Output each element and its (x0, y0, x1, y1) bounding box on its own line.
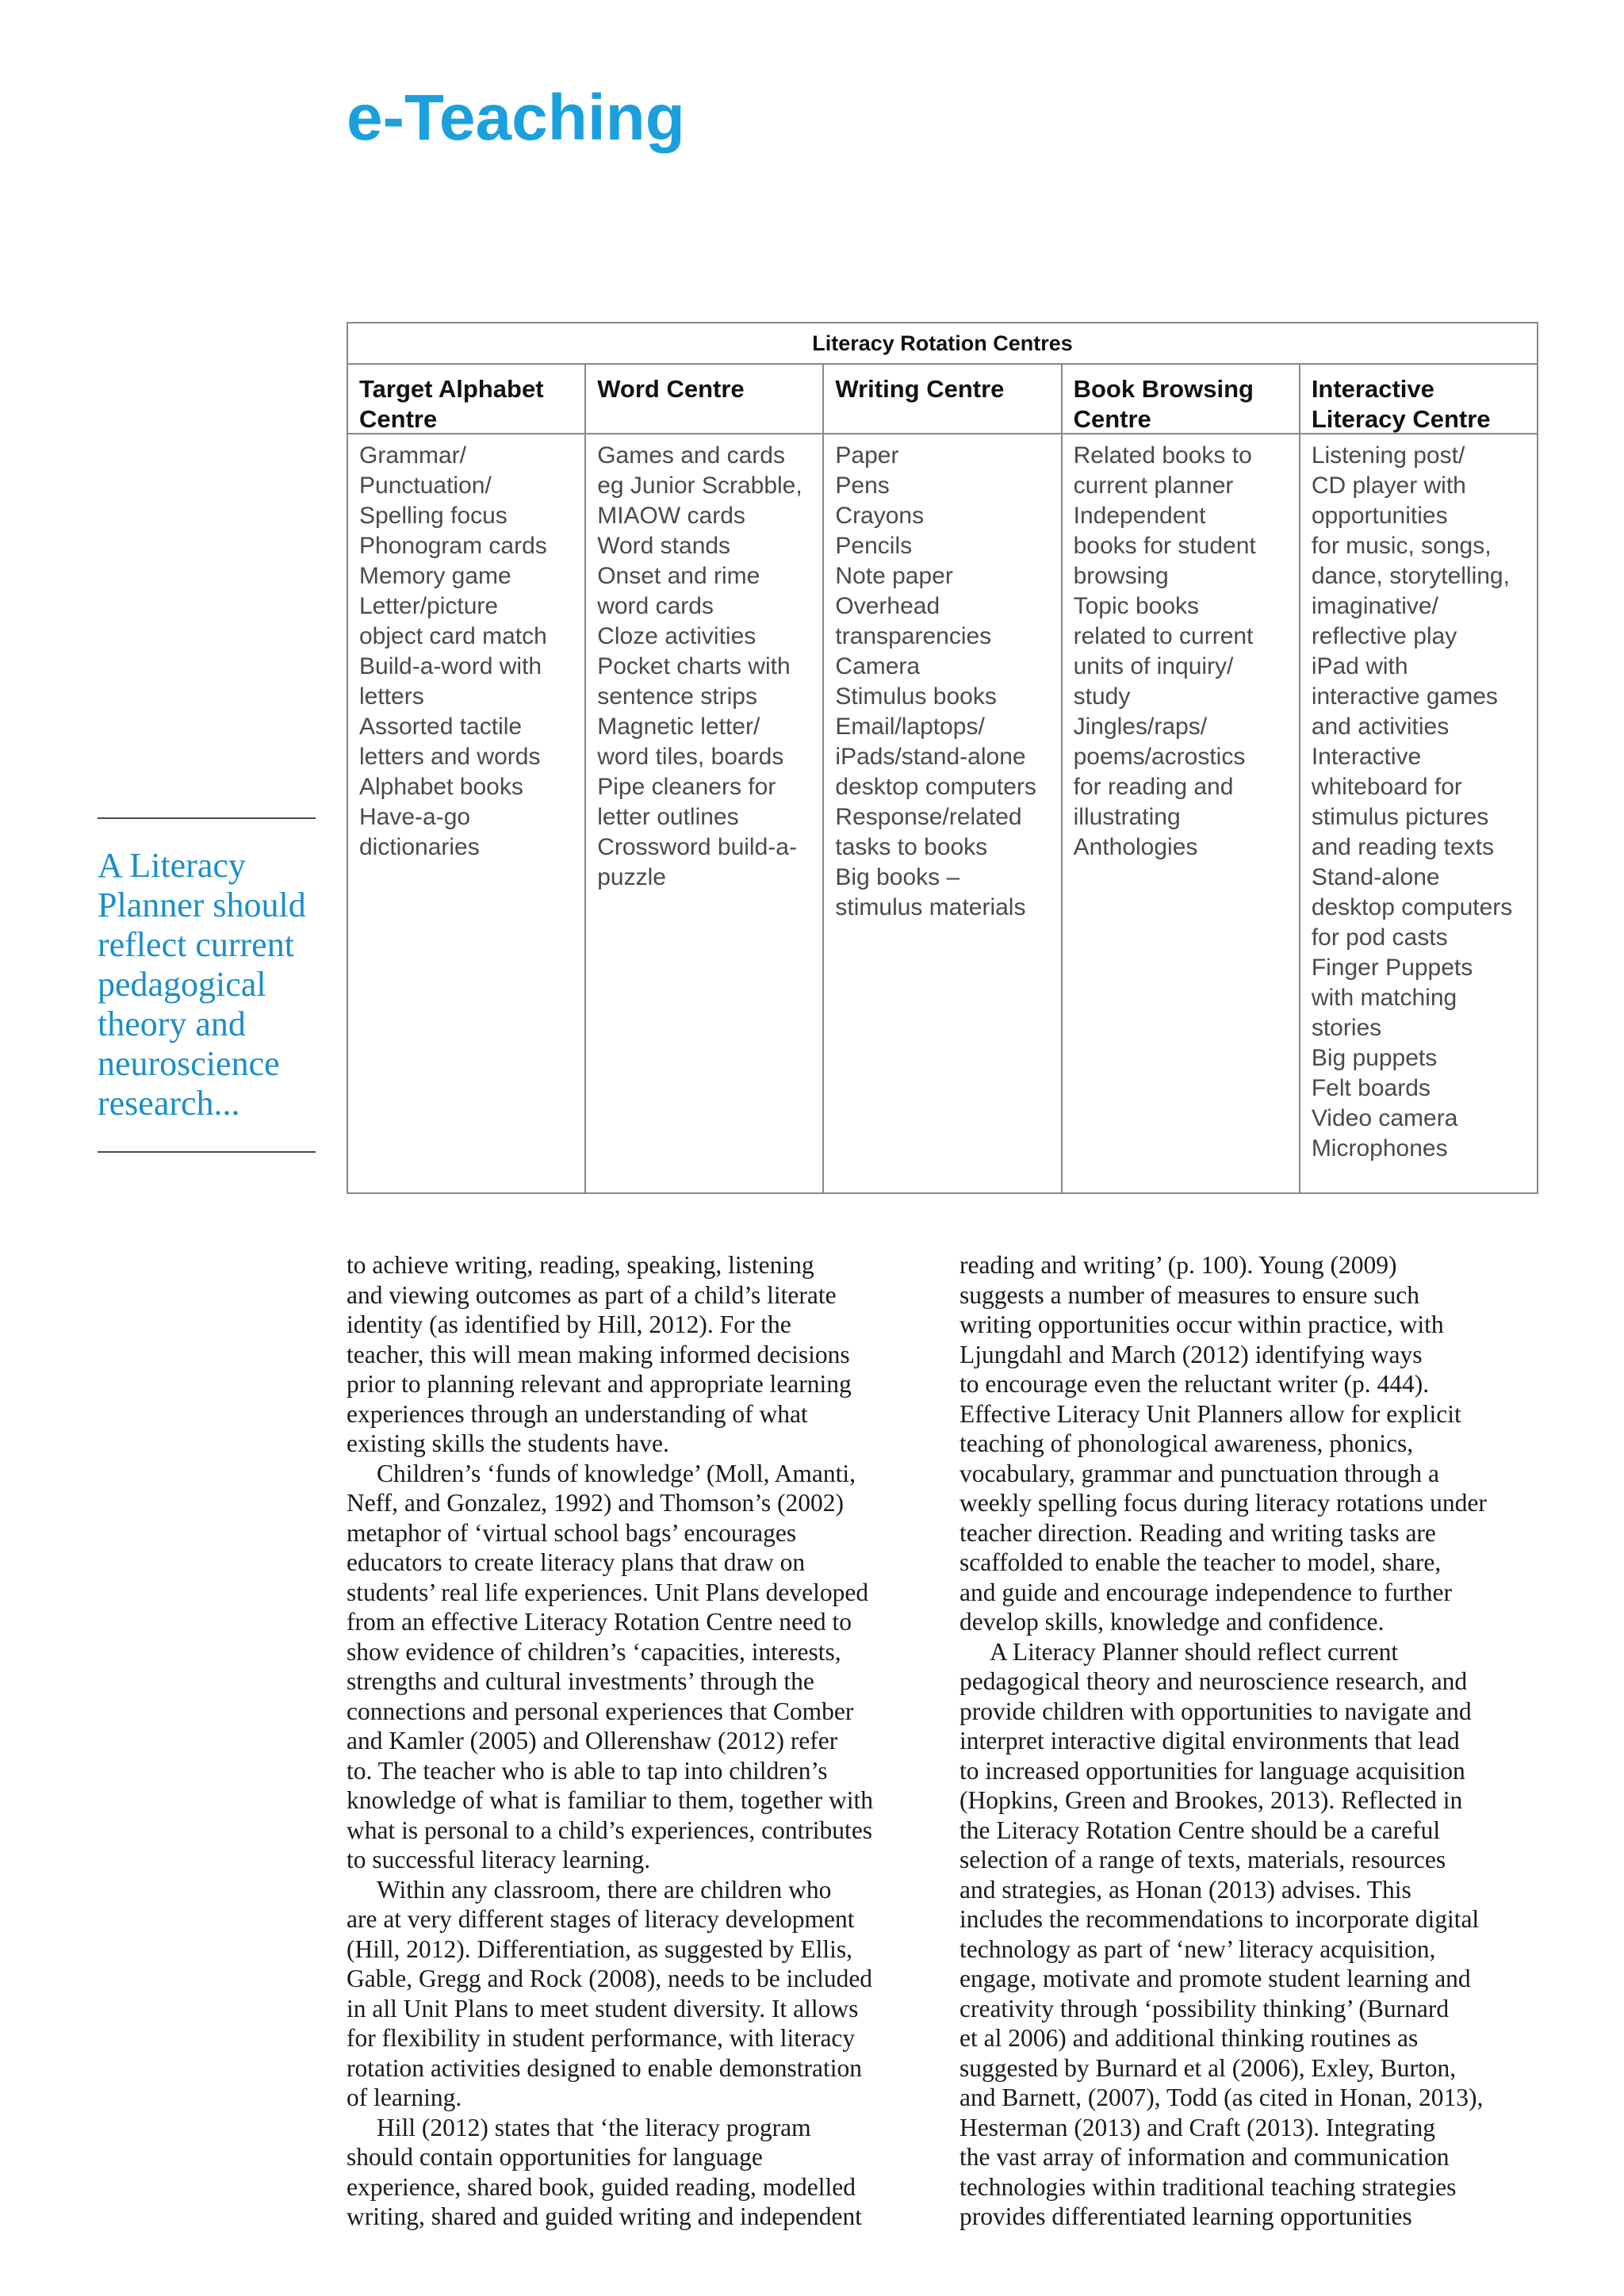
table-cell-line: Microphones (1311, 1135, 1448, 1161)
pull-quote-line: neuroscience (98, 1044, 280, 1083)
pull-quote-line: theory and (98, 1004, 246, 1043)
pull-quote-line: A Literacy (98, 846, 246, 885)
table-cell-line: Word stands (597, 533, 731, 559)
body-text-line: students’ real life experiences. Unit Plans developed (347, 1578, 869, 1606)
table-cell-line: Interactive (1311, 744, 1422, 770)
table-cell-line: tasks to books (835, 834, 988, 860)
body-text-line: educators to create literacy plans that draw on (347, 1548, 806, 1576)
column-items (1300, 434, 1537, 1164)
body-text-line: technologies within traditional teaching strategies (959, 2172, 1457, 2201)
column-header-line: Interactive (1311, 375, 1434, 403)
body-text-line: teaching of phonological awareness, phonics, (959, 1429, 1414, 1457)
body-text-line: develop skills, knowledge and confidence. (959, 1608, 1385, 1636)
body-text-line: Neff, and Gonzalez, 1992) and Thomson’s (2002) (347, 1489, 844, 1517)
table-cell-line: eg Junior Scrabble, (597, 473, 802, 499)
table-cell-line: CD player with (1311, 473, 1466, 499)
table-cell-line: Crossword build-a- (597, 834, 797, 860)
table-cell-line: current planner (1073, 473, 1234, 499)
table-cell-line: Spelling focus (359, 503, 508, 529)
table-cell-line: Phonogram cards (359, 533, 547, 559)
table-cell-line: object card match (359, 623, 547, 649)
body-text-line: (Hopkins, Green and Brookes, 2013). Reflected in (959, 1786, 1463, 1814)
body-text-line: Effective Literacy Unit Planners allow for explicit (959, 1399, 1461, 1428)
table-cell-line: books for student (1073, 533, 1256, 559)
table-cell-line: stimulus materials (835, 894, 1026, 920)
literacy-rotation-table (347, 322, 1538, 1194)
table-cell-line: Letter/picture (359, 593, 499, 619)
body-text-line: identity (as identified by Hill, 2012). For the (347, 1311, 791, 1338)
body-text-line: suggested by Burnard et al (2006), Exley, Burton, (959, 2053, 1457, 2082)
column-items (1063, 434, 1299, 863)
body-text-line: and Kamler (2005) and Ollerenshaw (2012) refer (347, 1727, 838, 1755)
column-header-line: Centre (1073, 405, 1151, 433)
body-column-right (959, 1250, 1546, 2232)
column-header (1300, 365, 1537, 434)
body-text-line: in all Unit Plans to meet student diversity. It allows (347, 1994, 859, 2022)
table-cell-line: Topic books (1073, 593, 1200, 619)
body-text-line: technology as part of ‘new’ literacy acquisition, (959, 1934, 1436, 1963)
body-text-line: of learning. (347, 2084, 462, 2111)
column-header (348, 365, 584, 434)
table-cell-line: puzzle (597, 864, 666, 890)
body-text-line: to increased opportunities for language acquisition (959, 1756, 1465, 1785)
body-text-line: writing, shared and guided writing and independent (347, 2202, 862, 2230)
table-cell-line: transparencies (835, 623, 992, 649)
body-text-line: Hesterman (2013) and Craft (2013). Integrating (959, 2113, 1436, 2141)
table-caption: Literacy Rotation Centres (348, 323, 1537, 365)
pull-quote-bottom-rule (98, 1151, 316, 1153)
table-cell-line: Big books – (835, 864, 960, 890)
body-text-line: pedagogical theory and neuroscience research, and (959, 1667, 1468, 1695)
table-cell-line: Games and cards (597, 442, 785, 469)
column-header (586, 365, 822, 434)
table-cell-line: whiteboard for (1311, 774, 1462, 800)
pull-quote-line: reflect current (98, 925, 294, 964)
table-cell-line: Camera (835, 653, 921, 679)
column-header (824, 365, 1060, 434)
table-cell-line: reflective play (1311, 623, 1457, 649)
table-cell-line: Alphabet books (359, 774, 523, 800)
body-text-line: writing opportunities occur within practice, with (959, 1311, 1444, 1338)
body-text-line: selection of a range of texts, materials, resources (959, 1846, 1446, 1873)
table-cell-line: Paper (835, 442, 899, 469)
column-header-line: Literacy Centre (1311, 405, 1491, 433)
column-header-line: Centre (359, 405, 438, 433)
table-column (1063, 365, 1300, 1194)
body-text-line: Children’s ‘funds of knowledge’ (Moll, Amanti, (377, 1459, 856, 1487)
table-cell-line: illustrating (1073, 804, 1181, 830)
body-text-line: to achieve writing, reading, speaking, listening (347, 1251, 814, 1279)
table-cell-line: for music, songs, (1311, 533, 1492, 559)
body-text-line: et al 2006) and additional thinking routines as (959, 2024, 1419, 2052)
body-text-line: interpret interactive digital environments that lead (959, 1727, 1460, 1755)
body-text-line: to encourage even the reluctant writer (p. 444). (959, 1370, 1430, 1398)
table-cell-line: Jingles/raps/ (1073, 714, 1208, 740)
table-cell-line: and activities (1311, 714, 1450, 740)
body-text-line: existing skills the students have. (347, 1429, 669, 1457)
table-column (1300, 365, 1537, 1194)
table-cell-line: Video camera (1311, 1105, 1458, 1131)
body-text-line: should contain opportunities for language (347, 2143, 763, 2171)
table-cell-line: Onset and rime (597, 563, 760, 589)
body-text-line: includes the recommendations to incorporate digital (959, 1905, 1480, 1933)
body-text-line: teacher direction. Reading and writing tasks are (959, 1518, 1436, 1547)
table-cell-line: Cloze activities (597, 623, 756, 649)
table-cell-line: Memory game (359, 563, 511, 589)
body-text-line: (Hill, 2012). Differentiation, as suggested by Ellis, (347, 1934, 853, 1963)
table-cell-line: poems/acrostics (1073, 744, 1246, 770)
body-text-line: strengths and cultural investments’ through the (347, 1667, 814, 1695)
pull-quote-line: research... (98, 1084, 240, 1123)
table-cell-line: Listening post/ (1311, 442, 1465, 469)
body-text-line: knowledge of what is familiar to them, together with (347, 1786, 873, 1814)
table-cell-line: Crayons (835, 503, 925, 529)
body-text-line: Ljungdahl and March (2012) identifying ways (959, 1340, 1423, 1368)
body-text-line: show evidence of children’s ‘capacities, interests, (347, 1637, 841, 1666)
body-text-line: to. The teacher who is able to tap into children’s (347, 1756, 828, 1785)
table-cell-line: units of inquiry/ (1073, 653, 1234, 679)
table-cell-line: Have-a-go (359, 804, 471, 830)
table-cell-line: Response/related (835, 804, 1022, 830)
body-text-line: connections and personal experiences that Comber (347, 1697, 854, 1725)
table-cell-line: letters and words (359, 744, 541, 770)
table-cell-line: study (1073, 683, 1131, 710)
table-cell-line: desktop computers (1311, 894, 1513, 920)
table-cell-line: Stand-alone (1311, 864, 1440, 890)
column-header-line: Word Centre (597, 375, 745, 403)
table-cell-line: word cards (597, 593, 714, 619)
body-text-line: Hill (2012) states that ‘the literacy program (377, 2113, 811, 2141)
table-cell-line: Pens (835, 473, 890, 499)
table-cell-line: Email/laptops/ (835, 714, 985, 740)
pull-quote (98, 846, 335, 1123)
table-cell-line: Big puppets (1311, 1045, 1438, 1071)
table-columns (348, 365, 1537, 1194)
table-cell-line: Stimulus books (835, 683, 997, 710)
pull-quote-top-rule (98, 817, 316, 819)
table-cell-line: with matching (1311, 985, 1457, 1011)
table-cell-line: related to current (1073, 623, 1254, 649)
body-text-line: to successful literacy learning. (347, 1846, 651, 1873)
body-text-line: suggests a number of measures to ensure such (959, 1280, 1419, 1309)
table-cell-line: Build-a-word with (359, 653, 542, 679)
table-cell-line: Magnetic letter/ (597, 714, 760, 740)
table-column (824, 365, 1062, 1194)
body-text-line: scaffolded to enable the teacher to model, share, (959, 1548, 1442, 1576)
body-text-line: Gable, Gregg and Rock (2008), needs to be included (347, 1965, 873, 1992)
pull-quote-line: Planner should (98, 886, 306, 924)
table-cell-line: Assorted tactile (359, 714, 523, 740)
table-cell-line: stories (1311, 1015, 1382, 1041)
body-text-line: from an effective Literacy Rotation Centre need to (347, 1608, 852, 1636)
body-text-line: weekly spelling focus during literacy rotations under (959, 1489, 1487, 1517)
page-title: e-Teaching (347, 82, 685, 154)
body-text-line: and viewing outcomes as part of a child’s literate (347, 1280, 837, 1309)
body-text-line: the vast array of information and communication (959, 2143, 1450, 2171)
table-cell-line: desktop computers (835, 774, 1036, 800)
table-cell-line: Grammar/ (359, 442, 466, 469)
body-text-line: Within any classroom, there are children who (377, 1875, 832, 1904)
table-cell-line: Related books to (1073, 442, 1252, 469)
table-cell-line: Punctuation/ (359, 473, 492, 499)
body-text-line: provide children with opportunities to navigate and (959, 1697, 1472, 1725)
table-cell-line: letter outlines (597, 804, 739, 830)
body-text-line: rotation activities designed to enable demonstration (347, 2053, 862, 2082)
column-items (348, 434, 584, 863)
body-text-line: prior to planning relevant and appropriate learning (347, 1370, 852, 1398)
body-text-line: and Barnett, (2007), Todd (as cited in Honan, 2013), (959, 2084, 1484, 2111)
body-text-line: teacher, this will mean making informed decisions (347, 1340, 850, 1368)
table-cell-line: Pencils (835, 533, 913, 559)
body-text-line: for flexibility in student performance, with literacy (347, 2024, 856, 2052)
column-header-line: Book Browsing (1073, 375, 1254, 403)
body-text-line: experience, shared book, guided reading, modelled (347, 2172, 856, 2201)
body-text-line: engage, motivate and promote student learning and (959, 1965, 1471, 1992)
body-text-line: metaphor of ‘virtual school bags’ encourages (347, 1518, 797, 1547)
table-cell-line: browsing (1073, 563, 1169, 589)
table-cell-line: Note paper (835, 563, 953, 589)
table-cell-line: Pocket charts with (597, 653, 791, 679)
column-header-line: Target Alphabet (359, 375, 544, 403)
body-text-line: and strategies, as Honan (2013) advises. This (959, 1875, 1411, 1904)
table-cell-line: stimulus pictures (1311, 804, 1489, 830)
table-cell-line: MIAOW cards (597, 503, 745, 529)
column-items (824, 434, 1060, 923)
body-text-line: the Literacy Rotation Centre should be a careful (959, 1816, 1441, 1844)
body-text-line: A Literacy Planner should reflect current (990, 1637, 1399, 1666)
table-cell-line: iPad with (1311, 653, 1408, 679)
table-cell-line: iPads/stand-alone (835, 744, 1026, 770)
body-text-line: and guide and encourage independence to further (959, 1578, 1452, 1606)
table-column (348, 365, 586, 1194)
table-cell-line: Overhead (835, 593, 940, 619)
table-cell-line: Finger Puppets (1311, 955, 1473, 981)
table-cell-line: Anthologies (1073, 834, 1198, 860)
table-cell-line: Independent (1073, 503, 1206, 529)
table-cell-line: imaginative/ (1311, 593, 1438, 619)
table-cell-line: word tiles, boards (597, 744, 784, 770)
table-cell-line: Felt boards (1311, 1075, 1431, 1101)
table-cell-line: for pod casts (1311, 924, 1448, 951)
table-cell-line: sentence strips (597, 683, 757, 710)
pull-quote-line: pedagogical (98, 965, 266, 1004)
table-cell-line: for reading and (1073, 774, 1234, 800)
body-text-line: reading and writing’ (p. 100). Young (2009) (959, 1251, 1397, 1279)
body-text-line: provides differentiated learning opportunities (959, 2202, 1412, 2230)
column-items (586, 434, 822, 893)
table-cell-line: interactive games (1311, 683, 1498, 710)
table-cell-line: dictionaries (359, 834, 480, 860)
table-cell-line: dance, storytelling, (1311, 563, 1510, 589)
body-text-line: are at very different stages of literacy development (347, 1905, 855, 1933)
table-cell-line: letters (359, 683, 424, 710)
body-text-line: creativity through ‘possibility thinking’ (Burnard (959, 1994, 1450, 2022)
body-column-left (347, 1250, 933, 2232)
body-text-line: what is personal to a child’s experiences, contributes (347, 1816, 873, 1844)
table-column (586, 365, 824, 1194)
body-text-line: vocabulary, grammar and punctuation through a (959, 1459, 1440, 1487)
table-cell-line: and reading texts (1311, 834, 1494, 860)
table-cell-line: Pipe cleaners for (597, 774, 776, 800)
column-header (1063, 365, 1299, 434)
column-header-line: Writing Centre (835, 375, 1005, 403)
table-cell-line: opportunities (1311, 503, 1448, 529)
body-text-line: experiences through an understanding of what (347, 1399, 808, 1428)
